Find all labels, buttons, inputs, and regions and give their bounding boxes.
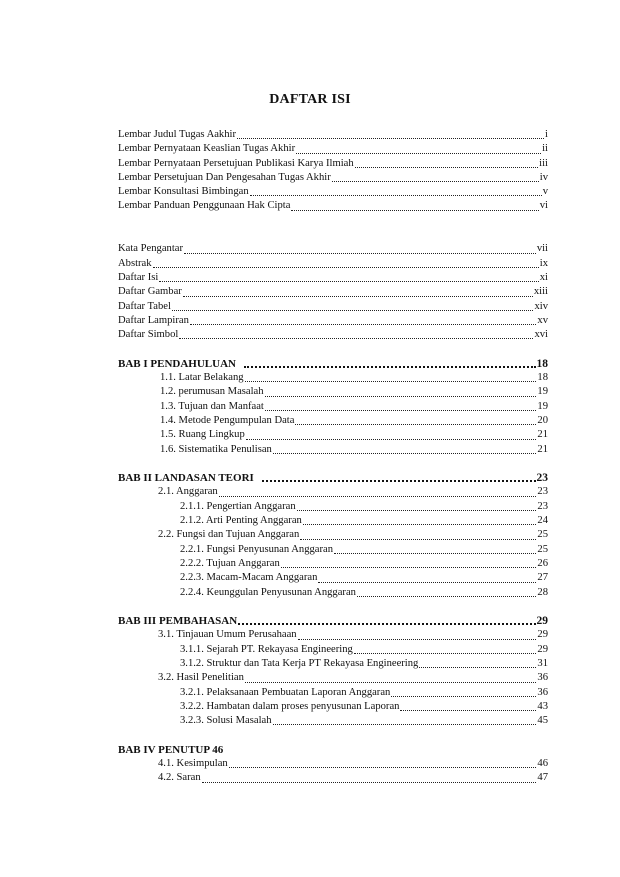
toc-entry: 2.2.4. Keunggulan Penyusunan Anggaran 28 bbox=[180, 586, 548, 598]
toc-entry: 3.1.1. Sejarah PT. Rekayasa Engineering 29 bbox=[180, 643, 548, 655]
toc-entry: 2.2.3. Macam-Macam Anggaran 27 bbox=[180, 572, 548, 584]
chapter-heading: BAB IV PENUTUP 46 bbox=[118, 743, 224, 756]
toc-entry: 2.1.2. Arti Penting Anggaran 24 bbox=[180, 515, 548, 527]
toc-entry: Lembar Pernyataan Keaslian Tugas Akhir ii bbox=[118, 143, 548, 155]
toc-entry: 1.3. Tujuan dan Manfaat 19 bbox=[160, 400, 548, 412]
toc-entry: 1.6. Sistematika Penulisan 21 bbox=[160, 443, 548, 455]
toc-entry: Lembar Judul Tugas Aakhir i bbox=[118, 129, 548, 140]
page-title: DAFTAR ISI bbox=[269, 92, 351, 107]
toc-entry: Lembar Panduan Penggunaan Hak Cipta vi bbox=[118, 200, 548, 212]
toc-entry: 1.5. Ruang Lingkup 21 bbox=[160, 429, 548, 441]
toc-entry: Lembar Pernyataan Persetujuan Publikasi Karya Ilmiah iii bbox=[118, 157, 548, 169]
toc-entry: 2.2.1. Fungsi Penyusunan Anggaran 25 bbox=[180, 543, 548, 555]
toc-entry: 1.1. Latar Belakang 18 bbox=[160, 372, 548, 384]
toc-entry: 1.4. Metode Pengumpulan Data 20 bbox=[160, 414, 548, 426]
toc-entry: 2.2. Fungsi dan Tujuan Anggaran 25 bbox=[158, 529, 548, 541]
toc-entry: Abstrak ix bbox=[118, 257, 548, 269]
toc-entry: 2.1. Anggaran 23 bbox=[158, 486, 548, 498]
chapter-heading: BAB II LANDASAN TEORI 23 bbox=[118, 472, 548, 485]
toc-entry: 2.1.1. Pengertian Anggaran 23 bbox=[180, 500, 548, 512]
toc-entry: Kata Pengantar vii bbox=[118, 243, 548, 255]
toc-entry: Daftar Simbol xvi bbox=[118, 329, 548, 341]
chapter-heading: BAB III PEMBAHASAN 29 bbox=[118, 615, 548, 628]
toc-entry: Daftar Lampiran xv bbox=[118, 314, 548, 326]
toc-entry: 3.2. Hasil Penelitian 36 bbox=[158, 672, 548, 684]
toc-entry: Lembar Persetujuan Dan Pengesahan Tugas Akhir iv bbox=[118, 171, 548, 183]
toc-entry: 1.2. perumusan Masalah 19 bbox=[160, 386, 548, 398]
toc-entry: 2.2.2. Tujuan Anggaran 26 bbox=[180, 557, 548, 569]
toc-entry: Lembar Konsultasi Bimbingan v bbox=[118, 186, 548, 198]
chapter-heading: BAB I PENDAHULUAN 18 bbox=[118, 357, 548, 370]
toc-entry: 3.1.2. Struktur dan Tata Kerja PT Rekayasa Engineering 31 bbox=[180, 657, 548, 669]
toc-entry: Daftar Gambar xiii bbox=[118, 286, 548, 298]
toc-entry: 4.1. Kesimpulan 46 bbox=[158, 758, 548, 770]
toc-entry: 3.2.1. Pelaksanaan Pembuatan Laporan Anggaran 36 bbox=[180, 686, 548, 698]
toc-entry: Daftar Isi xi bbox=[118, 271, 548, 283]
table-of-contents bbox=[118, 128, 548, 786]
toc-entry: 4.2. Saran 47 bbox=[158, 772, 548, 784]
toc-entry: Daftar Tabel xiv bbox=[118, 300, 548, 312]
toc-entry: 3.1. Tinjauan Umum Perusahaan 29 bbox=[158, 629, 548, 641]
toc-entry: 3.2.2. Hambatan dalam proses penyusunan Laporan 43 bbox=[180, 700, 548, 712]
toc-entry: 3.2.3. Solusi Masalah 45 bbox=[180, 715, 548, 727]
